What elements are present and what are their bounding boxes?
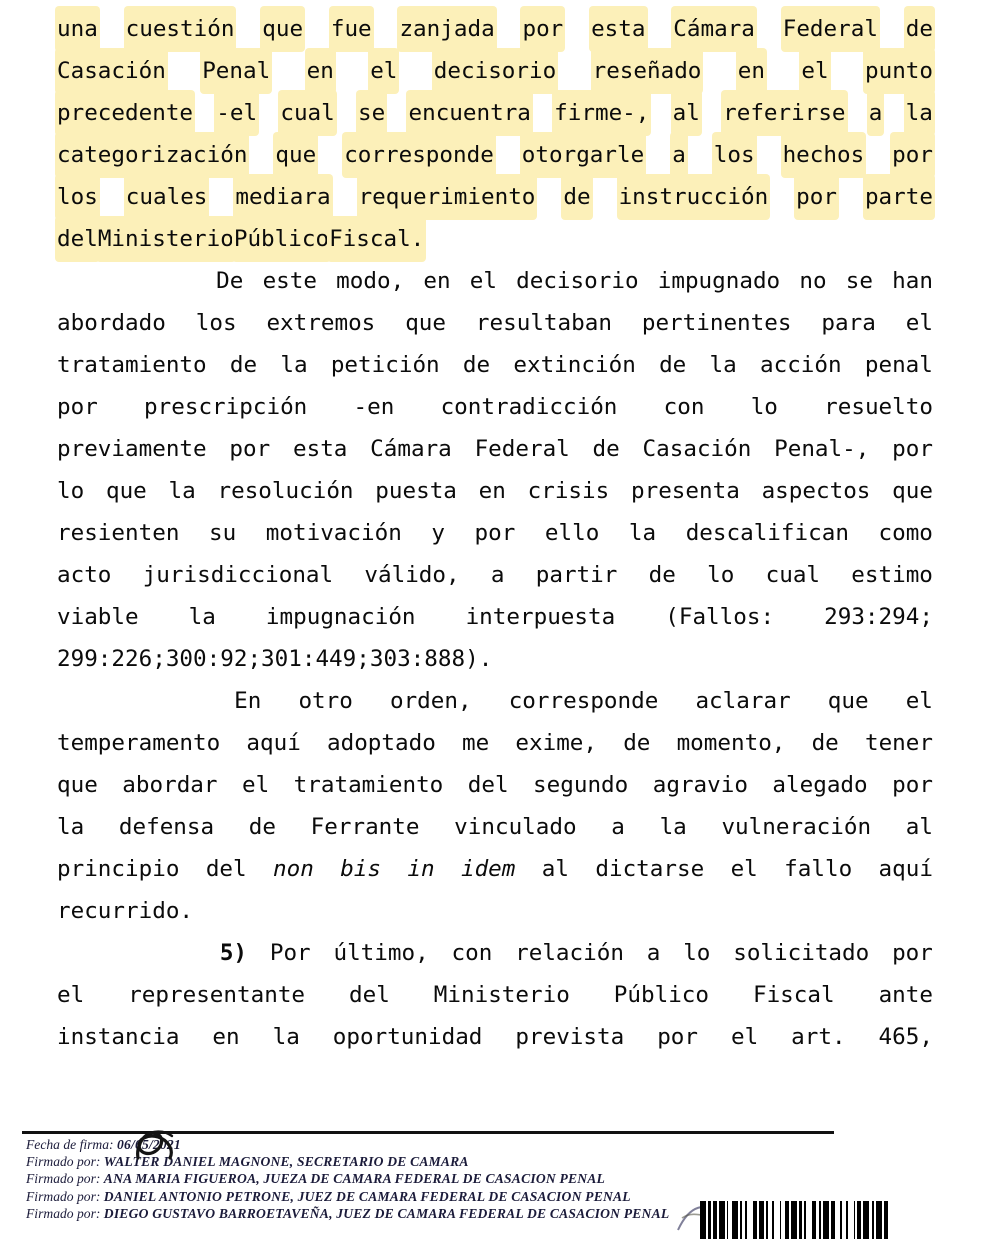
text-line <box>57 470 933 512</box>
word: a <box>869 92 883 134</box>
word: petición <box>330 352 440 378</box>
word: corresponde <box>344 134 494 176</box>
signer-row <box>26 1153 976 1170</box>
signer-name: WALTER DANIEL MAGNONE, SECRETARIO DE CAMARA <box>103 1154 469 1170</box>
word: de <box>563 176 590 218</box>
word: al <box>905 814 933 840</box>
word: relación <box>515 940 624 966</box>
word: abordar <box>122 772 218 798</box>
word: Federal <box>474 436 570 462</box>
word: por <box>229 436 271 462</box>
word: se <box>845 268 873 294</box>
word: interpuesta <box>465 604 616 630</box>
word: requerimiento <box>359 176 536 218</box>
word: tratamiento <box>293 772 444 798</box>
footer-divider <box>22 1131 834 1134</box>
word: resultaban <box>475 310 612 336</box>
word: al <box>673 92 700 134</box>
word: Federal <box>783 8 878 50</box>
word: hechos <box>783 134 865 176</box>
word: pertinentes <box>641 310 792 336</box>
word: su <box>209 520 237 546</box>
signer-name: DANIEL ANTONIO PETRONE, JUEZ DE CAMARA FEDERAL DE CASACION PENAL <box>103 1188 631 1204</box>
word: Cámara <box>370 436 452 462</box>
word: con <box>451 940 493 966</box>
text-line <box>57 428 933 470</box>
word: representante <box>128 982 306 1008</box>
text-line <box>57 764 933 806</box>
word: otorgarle <box>522 134 644 176</box>
word: el <box>905 310 933 336</box>
word: por <box>796 176 837 218</box>
word: 5) <box>219 940 248 966</box>
word: cuales <box>126 176 208 218</box>
word: Ministerio <box>433 982 570 1008</box>
word: del <box>349 982 390 1008</box>
paragraph-highlighted <box>57 8 933 260</box>
word: parte <box>865 176 933 218</box>
word: fallo <box>784 856 853 882</box>
text-line <box>57 134 933 176</box>
text-line <box>57 848 933 890</box>
word: a <box>490 562 505 588</box>
word: impugnado <box>657 268 781 294</box>
word: la <box>659 814 687 840</box>
word: presenta <box>631 478 740 504</box>
word: jurisdiccional <box>142 562 334 588</box>
word: los <box>57 176 98 218</box>
document-body <box>57 8 933 1058</box>
word: esta <box>292 436 348 462</box>
word: la <box>168 478 196 504</box>
word: en <box>307 50 334 92</box>
paragraph-indent <box>57 932 197 974</box>
word: por <box>474 520 516 546</box>
word: no <box>799 268 827 294</box>
word: la <box>188 604 216 630</box>
word: agravio <box>652 772 748 798</box>
word: han <box>892 268 933 294</box>
word: los <box>195 310 237 336</box>
word: recurrido. <box>57 898 194 924</box>
word: Público <box>613 982 709 1008</box>
word: por <box>657 1024 698 1050</box>
word: 303:888). <box>369 646 493 672</box>
word: estimo <box>851 562 933 588</box>
word: a <box>646 940 661 966</box>
word: Penal <box>202 50 270 92</box>
word: fue <box>331 8 372 50</box>
word: me <box>462 730 490 756</box>
word: Ministerio <box>98 218 234 260</box>
word: crisis <box>527 478 610 504</box>
word: viable <box>57 604 139 630</box>
word: el <box>57 982 85 1008</box>
word: contradicción <box>440 394 618 420</box>
word: de <box>906 8 933 50</box>
word: temperamento <box>57 730 221 756</box>
word: la <box>906 92 933 134</box>
signature-date-line <box>26 1136 976 1153</box>
word: a <box>672 134 686 176</box>
word: por <box>892 940 933 966</box>
word: partir <box>535 562 618 588</box>
word: Cámara <box>673 8 755 50</box>
word: de <box>462 352 491 378</box>
word: por <box>892 772 933 798</box>
word: el <box>241 772 270 798</box>
signer-name: ANA MARIA FIGUEROA, JUEZA DE CAMARA FEDERAL DE CASACION PENAL <box>103 1171 606 1187</box>
word: que <box>57 772 98 798</box>
word: se <box>358 92 385 134</box>
word: tratamiento <box>57 352 207 378</box>
word: impugnación <box>265 604 416 630</box>
word: al <box>541 856 569 882</box>
paragraph-de-este-modo <box>57 260 933 680</box>
word: resienten <box>57 520 180 546</box>
word: lo <box>683 940 711 966</box>
word: tener <box>864 730 933 756</box>
word: art. <box>791 1024 846 1050</box>
text-line <box>57 806 933 848</box>
word: idem <box>460 856 516 882</box>
word: lo <box>707 562 735 588</box>
word: del <box>467 772 509 798</box>
word: de <box>648 562 676 588</box>
signer-row <box>26 1170 976 1187</box>
text-line <box>57 386 933 428</box>
word: orden, <box>389 688 472 714</box>
word: precedente <box>57 92 193 134</box>
word: el <box>730 856 758 882</box>
word: 301:449; <box>261 646 370 672</box>
word: que <box>275 134 316 176</box>
word: el <box>730 1024 759 1050</box>
word: por <box>892 134 933 176</box>
word: Ferrante <box>310 814 420 840</box>
word: -el <box>216 92 257 134</box>
word: por <box>522 8 563 50</box>
word: la <box>57 814 85 840</box>
word: del <box>57 218 98 260</box>
word: del <box>205 856 247 882</box>
word: como <box>878 520 933 546</box>
word: (Fallos: <box>665 604 775 630</box>
text-line <box>57 554 933 596</box>
word: momento, <box>676 730 786 756</box>
signer-label: Firmado por: <box>26 1171 101 1187</box>
word: y <box>431 520 445 546</box>
word: el <box>801 50 828 92</box>
word: prescripción <box>144 394 308 420</box>
word: extinción <box>513 352 636 378</box>
word: aspectos <box>761 478 871 504</box>
word: ante <box>878 982 933 1008</box>
word: de <box>229 352 258 378</box>
word: referirse <box>723 92 845 134</box>
word: principio <box>57 856 180 882</box>
word: una <box>57 8 98 50</box>
word: vulneración <box>721 814 872 840</box>
word: oportunidad <box>332 1024 483 1050</box>
word: de <box>592 436 620 462</box>
word: instancia <box>57 1024 180 1050</box>
word: otro <box>298 688 353 714</box>
word: categorización <box>57 134 247 176</box>
word: decisorio <box>434 50 556 92</box>
word: mediara <box>235 176 330 218</box>
word: previamente <box>57 436 207 462</box>
word: segundo <box>533 772 629 798</box>
word: 300:92; <box>165 646 262 672</box>
word: corresponde <box>508 688 659 714</box>
word: dictarse <box>595 856 705 882</box>
word: Fiscal <box>752 982 835 1008</box>
word: la <box>628 520 657 546</box>
text-line <box>57 176 933 218</box>
word: descalifican <box>685 520 849 546</box>
text-line <box>57 260 933 302</box>
word: prevista <box>515 1024 625 1050</box>
text-line <box>57 1016 933 1058</box>
word: acto <box>57 562 112 588</box>
word: in <box>407 856 435 882</box>
word: último, <box>333 940 429 966</box>
text-line <box>57 218 933 260</box>
word: este <box>262 268 317 294</box>
word: la <box>272 1024 300 1050</box>
word: Penal-, <box>774 436 870 462</box>
paragraph-indent <box>57 680 197 722</box>
word: abordado <box>57 310 166 336</box>
barcode <box>700 1201 1000 1239</box>
word: el <box>469 268 497 294</box>
word: 465, <box>878 1024 933 1050</box>
word: aquí <box>878 856 933 882</box>
word: punto <box>865 50 933 92</box>
word: cuestión <box>126 8 235 50</box>
word: reseñado <box>593 50 702 92</box>
text-line <box>57 932 933 974</box>
barcode-bars <box>700 1201 1000 1239</box>
paragraph-en-otro-orden <box>57 680 933 932</box>
word: decisorio <box>516 268 639 294</box>
word: solicitado <box>733 940 870 966</box>
text-line <box>57 512 933 554</box>
word: resuelto <box>824 394 933 420</box>
word: Por <box>269 940 311 966</box>
word: ello <box>544 520 600 546</box>
word: adoptado <box>327 730 436 756</box>
word: aquí <box>246 730 301 756</box>
word: Casación <box>642 436 752 462</box>
word: en <box>738 50 765 92</box>
word: 299:226; <box>57 646 166 672</box>
word: De <box>216 268 244 294</box>
text-line <box>57 596 933 638</box>
text-line <box>57 8 933 50</box>
word: instrucción <box>619 176 769 218</box>
word: aclarar <box>695 688 791 714</box>
word: en <box>212 1024 240 1050</box>
word: de <box>623 730 651 756</box>
word: modo, <box>336 268 405 294</box>
paragraph-indent <box>57 260 197 302</box>
word: con <box>663 394 705 420</box>
word: exime, <box>515 730 598 756</box>
signer-label: Firmado por: <box>26 1154 101 1170</box>
word: para <box>821 310 876 336</box>
word: la <box>280 352 308 378</box>
text-line <box>57 302 933 344</box>
signature-date-value: 06/05/2021 <box>116 1137 181 1152</box>
word: zanjada <box>399 8 494 50</box>
word: encuentra <box>408 92 530 134</box>
word: a <box>611 814 625 840</box>
word: en <box>478 478 506 504</box>
word: alegado <box>772 772 868 798</box>
word: defensa <box>118 814 215 840</box>
word: penal <box>864 352 933 378</box>
text-line <box>57 638 933 680</box>
text-line <box>57 722 933 764</box>
word: cual <box>765 562 821 588</box>
text-line <box>57 344 933 386</box>
word: por <box>892 436 933 462</box>
word: el <box>370 50 397 92</box>
word: esta <box>591 8 645 50</box>
text-line <box>57 50 933 92</box>
word: la <box>709 352 737 378</box>
word: 293:294; <box>824 604 933 630</box>
signer-name: DIEGO GUSTAVO BARROETAVEÑA, JUEZ DE CAMARA FEDERAL DE CASACION PENAL <box>103 1205 670 1221</box>
word: firme-, <box>554 92 649 134</box>
word: que <box>262 8 303 50</box>
word: Público <box>234 218 329 260</box>
word: de <box>248 814 276 840</box>
text-line <box>57 974 933 1016</box>
word: los <box>714 134 755 176</box>
word: el <box>905 688 933 714</box>
word: -en <box>353 394 395 420</box>
word: que <box>105 478 147 504</box>
signature-date-label: Fecha de firma: <box>26 1137 114 1152</box>
word: que <box>827 688 869 714</box>
word: acción <box>760 352 842 378</box>
word: puesta <box>375 478 457 504</box>
word: extremos <box>266 310 376 336</box>
word: lo <box>750 394 778 420</box>
word: de <box>811 730 839 756</box>
word: Casación <box>57 50 166 92</box>
signer-label: Firmado por: <box>26 1188 101 1204</box>
word: que <box>892 478 933 504</box>
word: resolución <box>217 478 354 504</box>
word: de <box>659 352 687 378</box>
word: vinculado <box>454 814 577 840</box>
paragraph-punto-5 <box>57 932 933 1058</box>
word: Fiscal. <box>329 218 424 260</box>
word: motivación <box>265 520 402 546</box>
word: válido, <box>364 562 460 588</box>
word: por <box>57 394 98 420</box>
barcode-space <box>888 1201 890 1239</box>
word: lo <box>57 478 85 504</box>
text-line <box>57 680 933 722</box>
word: bis <box>340 856 381 882</box>
word: En <box>234 688 262 714</box>
signer-label: Firmado por: <box>26 1205 101 1221</box>
text-line <box>57 92 933 134</box>
word: en <box>423 268 451 294</box>
word: non <box>273 856 314 882</box>
text-line <box>57 890 933 932</box>
word: cual <box>280 92 334 134</box>
word: que <box>405 310 446 336</box>
